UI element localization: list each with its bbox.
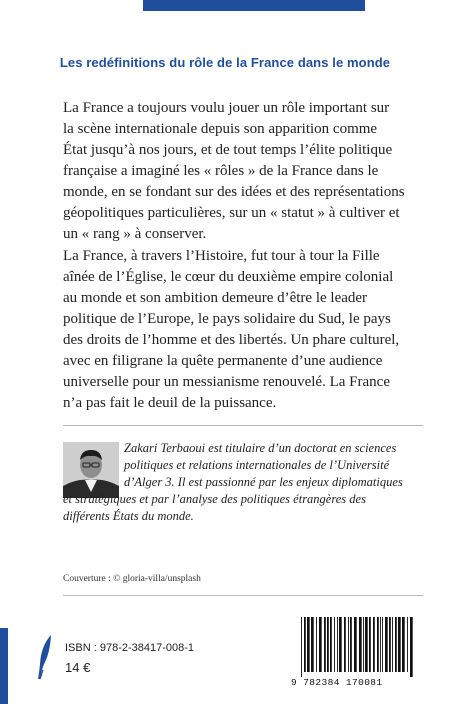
paragraph-1-line: géopolitiques particulières, sur un « statut » à cultiver et [63, 205, 400, 221]
paragraph-1-line: monde, en se fondant sur des idées et des représentations [63, 184, 405, 200]
left-accent-bar [0, 628, 8, 704]
paragraph-2-line: au monde et son ambition demeure d’être le leader [63, 290, 368, 306]
paragraph-2-line: n’a pas fait le deuil de la puissance. [63, 395, 277, 411]
paragraph-2-line: avec en filigrane la quête permanente d’une audience [63, 353, 383, 369]
barcode-number: 9 782384 170081 [291, 677, 383, 688]
paragraph-2-line: La France, à travers l’Histoire, fut tour à tour la Fille [63, 248, 380, 264]
bio-line: Zakari Terbaoui est titulaire d’un doctorat en sciences [124, 441, 397, 455]
paragraph-2-line: des droits de l’homme et des libertés. Un phare culturel, [63, 332, 400, 348]
paragraph-2 [63, 246, 400, 414]
isbn: ISBN : 978-2-38417-008-1 [65, 642, 195, 654]
paragraph-1 [63, 98, 405, 245]
bio-line: et stratégiques et par l’analyse des politiques étrangères des [63, 492, 366, 506]
paragraph-1-line: française a imaginé les « rôles » de la France dans le [63, 163, 379, 179]
author-photo [63, 442, 119, 498]
cover-credit: Couverture : © gloria-villa/unsplash [63, 574, 201, 584]
paragraph-1-line: un « rang » à conserver. [63, 226, 207, 242]
paragraph-2-line: politique de l’Europe, le pays solidaire du Sud, le pays [63, 311, 391, 327]
paragraph-1-line: la scène internationale depuis son apparition comme [63, 121, 378, 137]
author-bio [63, 440, 424, 525]
bio-line: d’Alger 3. Il est passionné par les enjeux diplomatiques [124, 475, 403, 489]
author-portrait-icon [63, 442, 119, 498]
divider-top [63, 425, 423, 426]
bio-line: politiques et relations internationales de l’Université [124, 458, 390, 472]
barcode-bars [291, 613, 421, 677]
barcode [291, 613, 421, 681]
paragraph-1-line: État jusqu’à nos jours, et de tout temps l’élite politique [63, 142, 393, 158]
price: 14 € [65, 660, 91, 675]
divider-bottom [63, 595, 423, 596]
page-title: Les redéfinitions du rôle de la France dans le monde [59, 55, 391, 70]
paragraph-2-line: universelle pour un messianisme renouvelé. La France [63, 374, 390, 390]
paragraph-1-line: La France a toujours voulu jouer un rôle important sur [63, 100, 390, 116]
bio-line: différents États du monde. [63, 509, 194, 523]
top-accent-bar [143, 0, 365, 11]
quill-feather-icon [37, 634, 53, 680]
paragraph-2-line: aînée de l’Église, le cœur du deuxième empire colonial [63, 269, 394, 285]
